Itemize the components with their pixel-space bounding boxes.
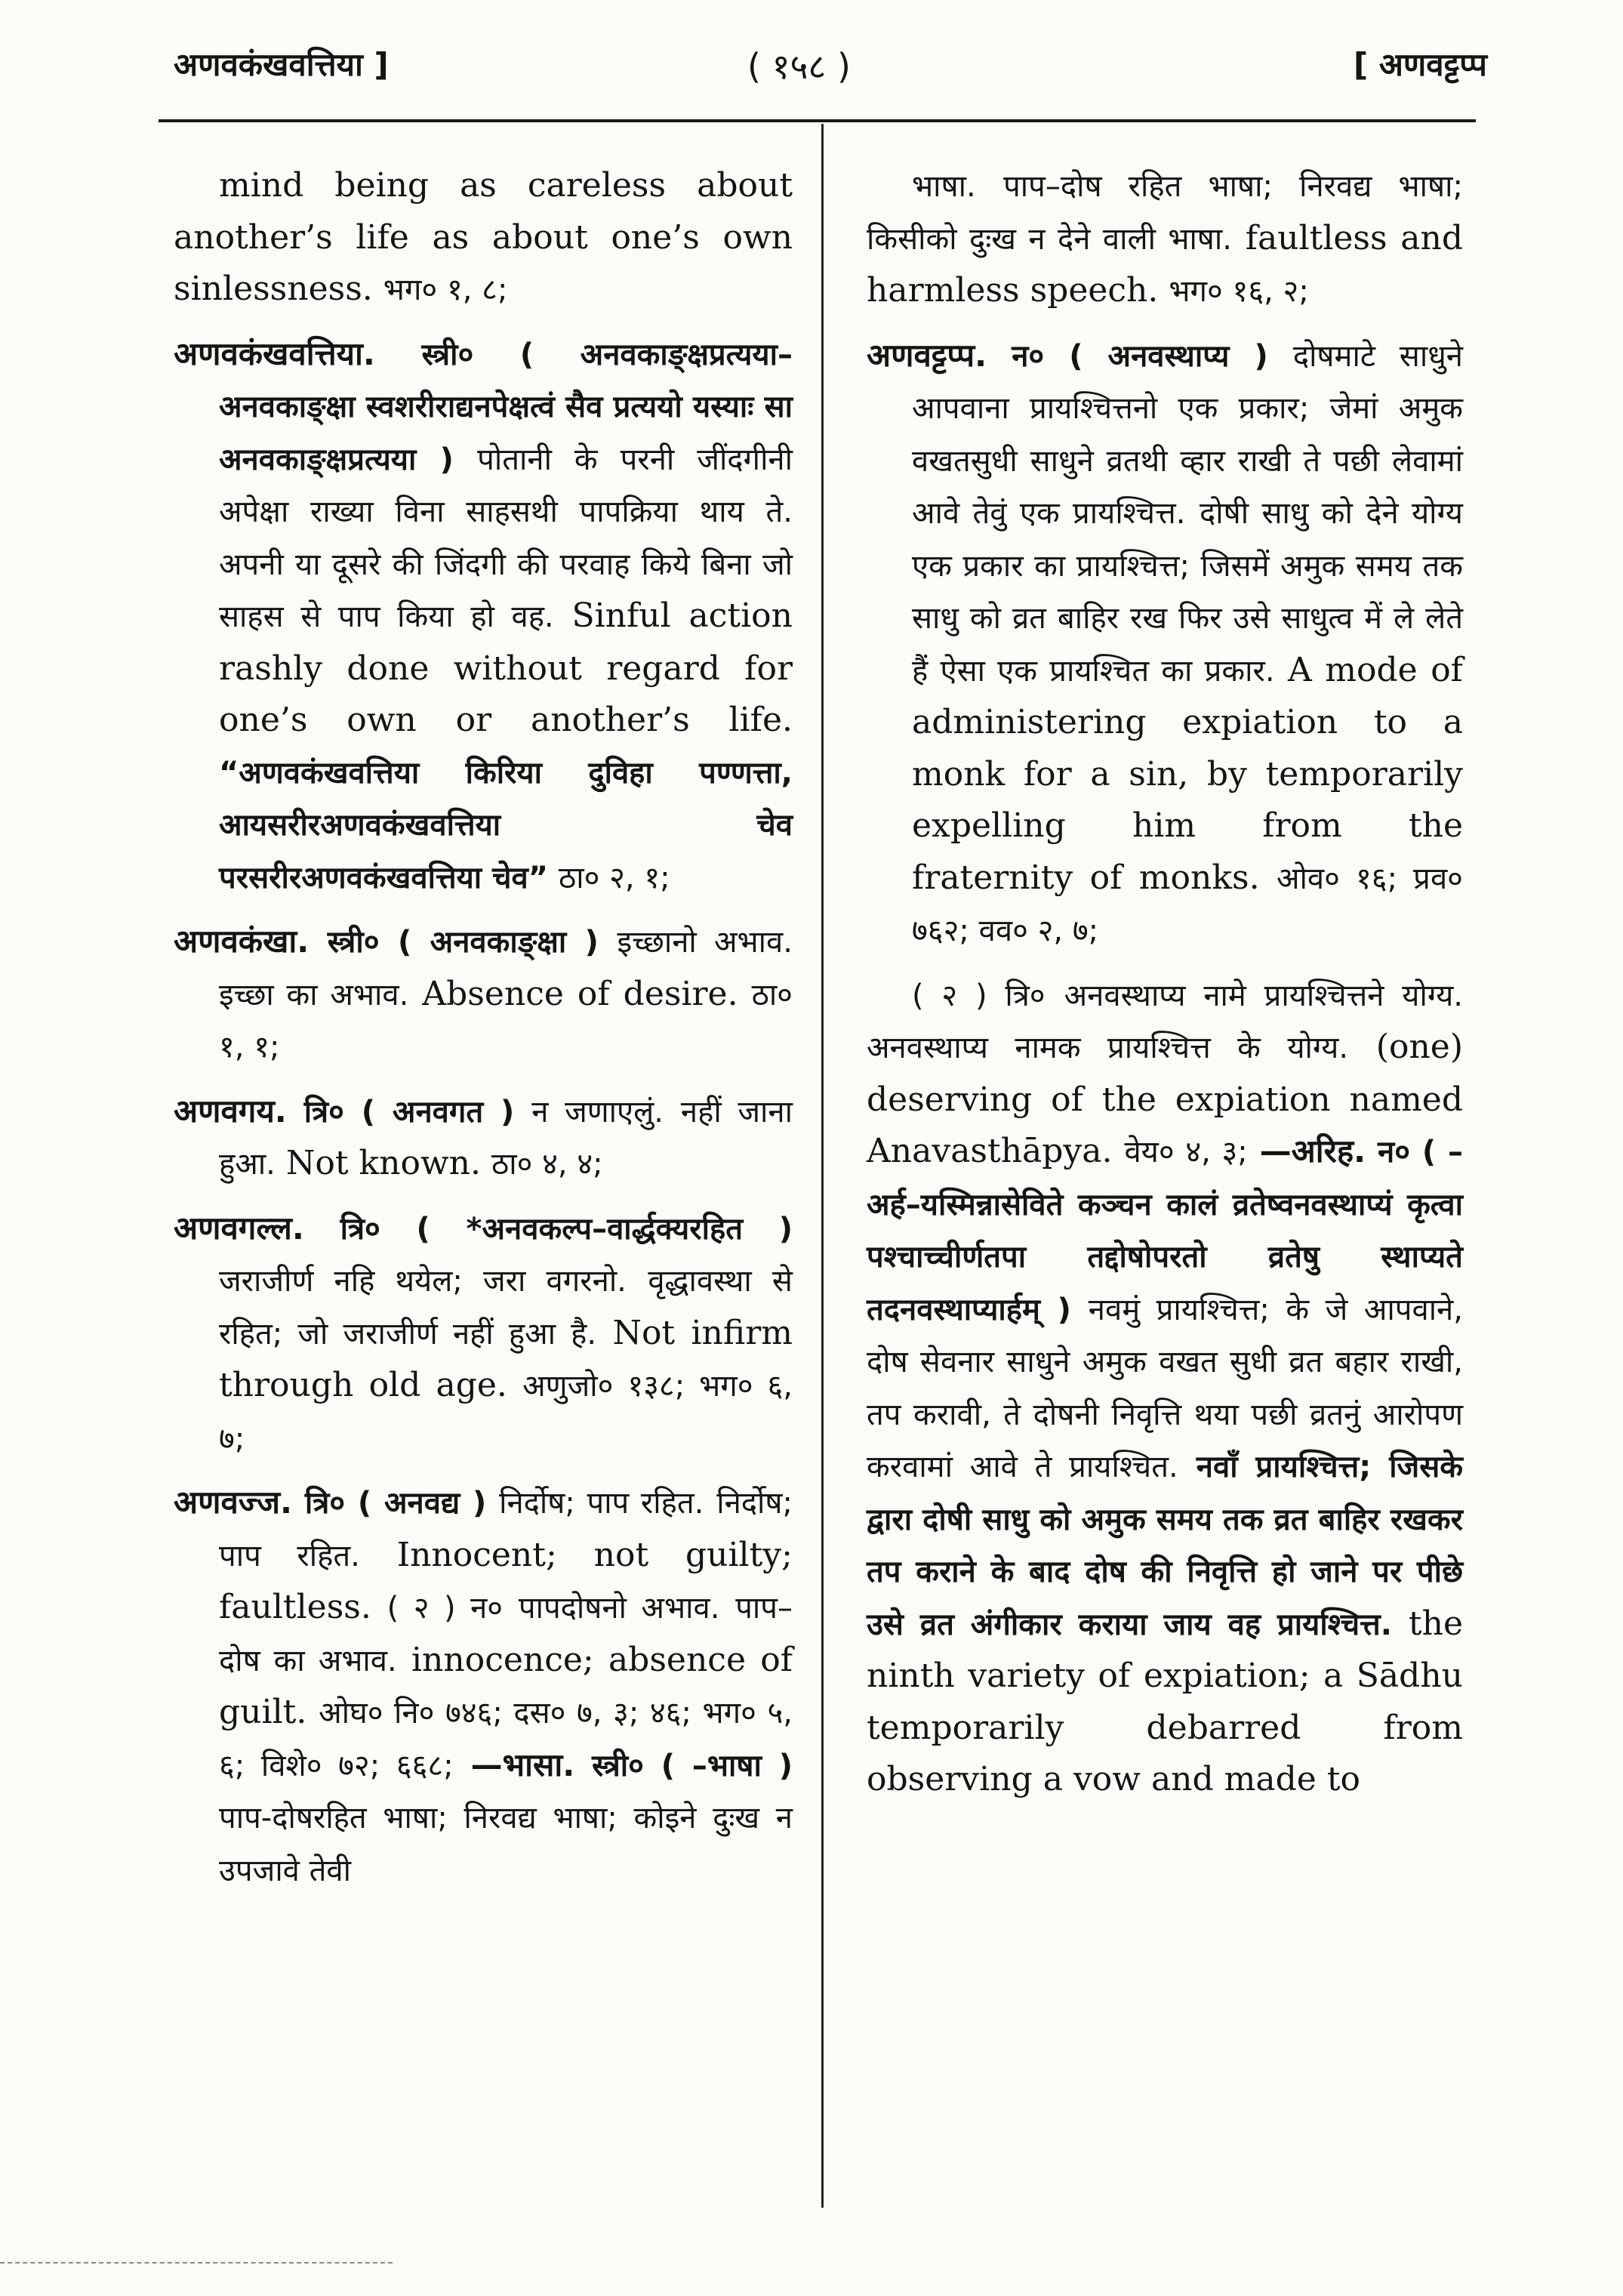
column-divider <box>821 124 824 2208</box>
english-definition: faultless and harmless speech. <box>867 218 1463 310</box>
dictionary-sense <box>867 969 1463 1806</box>
english-definition: (one) deserving of the expiation named Anavasthāpya. <box>867 1028 1463 1170</box>
gujarati-definition: नवमुं प्रायश्चित्त; के जे आपवाने, दोष सेवनार साधुने अमुक वखत सुधी व्रत बहार राखी, तप करावी, ते दोषनी निवृत्ति थया पछी व्रतनुं आरोपण करवामां आवे ते प्रायश्चित. <box>867 1292 1463 1484</box>
english-definition: the ninth variety of expiation; a Sādhu temporarily debarred from observing a vow and made to <box>867 1604 1463 1798</box>
gujarati-definition: भाषा. <box>912 169 976 204</box>
grammar-sanskrit: स्त्री० ( –भाषा ) <box>592 1748 793 1783</box>
gujarati-definition: न जणाएलुं. <box>531 1094 664 1130</box>
gujarati-definition: इच्छानो अभाव. <box>617 925 793 960</box>
english-definition: Sinful action rashly done without regard for one’s own or another’s life. <box>219 596 793 739</box>
headword: अणवज्ज. <box>174 1484 292 1521</box>
english-definition: Absence of desire. <box>422 974 738 1013</box>
grammar-sanskrit: न० ( अनवस्थाप्य ) <box>1012 338 1268 374</box>
gujarati-definition: पोतानी के परनी जींदगीनी अपेक्षा राख्या विना साहसथी पापक्रिया थाय ते. <box>219 442 793 529</box>
headword: अणवकंखवत्तिया. <box>174 334 375 372</box>
citation-quote: “अणवकंखवत्तिया किरिया दुविहा पण्णत्ता, आयसरीरअणवकंखवत्तिया चेव परसरीरअणवकंखवत्तिया चेव” <box>219 755 793 895</box>
headword: अणवगल्ल. <box>174 1209 304 1247</box>
hindi-definition: नवाँ प्रायश्चित्त; जिसके द्वारा दोषी साधु को अमुक समय तक व्रत बाहिर रखकर तप कराने के बाद दोष की निवृत्ति हो जाने पर पीछे उसे व्रत अंगीकार कराया जाय वह प्रायश्चित्त. <box>867 1450 1464 1642</box>
english-definition: Innocent; not guilty; faultless. <box>219 1535 793 1626</box>
dictionary-entry <box>174 1086 793 1191</box>
sense-grammar: ( २ ) न० <box>387 1591 504 1626</box>
reference: ठा० ४, ४; <box>491 1147 603 1182</box>
dictionary-entry <box>174 328 793 905</box>
dictionary-entry <box>174 1203 793 1465</box>
page-header <box>174 36 1487 97</box>
hindi-definition: इच्छा का अभाव. <box>219 977 409 1012</box>
dictionary-entry <box>174 916 793 1074</box>
sub-headword: —भासा. <box>470 1746 575 1783</box>
gujarati-definition: पाप-दोषरहित भाषा; निरवद्य भाषा; कोइने दुःख न उपजावे तेवी <box>219 1801 793 1888</box>
grammar-sanskrit: न० ( –अर्ह–यस्मिन्नासेविते कञ्चन कालं व्रतेष्वनवस्थाप्यं कृत्वा पश्चाच्चीर्णतपा तद्दोषोपरतो व्रतेषु स्थाप्यते तदनवस्थाप्यार्हम् ) <box>867 1135 1463 1327</box>
continued-entry <box>867 160 1463 318</box>
gujarati-definition: पापदोषनो अभाव. <box>518 1591 720 1626</box>
header-rule <box>159 119 1476 122</box>
gujarati-definition: अनवस्थाप्य नामे प्रायश्चित्तने योग्य. <box>1064 978 1463 1013</box>
sub-headword: —अरिह. <box>1259 1133 1366 1170</box>
gujarati-definition: जराजीर्ण नहि थयेल; जरा वगरनो. <box>219 1264 627 1299</box>
sense-grammar: ( २ ) त्रि० <box>912 978 1046 1013</box>
reference: वेय० ४, ३; <box>1124 1135 1248 1170</box>
english-definition: A mode of administering expiation to a monk for a sin, by temporarily expelling him from the fraternity of monks. <box>912 650 1463 897</box>
hindi-definition: निर्दोष; पाप रहित. <box>219 1486 793 1573</box>
continued-entry <box>174 160 793 316</box>
hindi-definition: दोषी साधु को देने योग्य एक प्रकार का प्रायश्चित्त; जिसमें अमुक समय तक साधु को व्रत बाहिर रख फिर उसे साधुत्व में ले लेते हैं ऐसा एक प्रायश्चित का प्रकार. <box>912 496 1463 689</box>
grammar-sanskrit: स्त्री० ( अनवकाङ्क्षा ) <box>327 925 599 960</box>
headword: अणवगय. <box>174 1092 287 1130</box>
english-definition: Not known. <box>285 1144 481 1182</box>
reference: ओव० १६; प्रव० ७६२; वव० २, ७; <box>912 861 1463 948</box>
header-left-guide-word: अणवकंखवत्तिया ] <box>174 46 389 83</box>
grammar-sanskrit: त्रि० ( *अनवकल्प–वार्द्धक्यरहित ) <box>340 1211 793 1247</box>
reference: भग० १६, २; <box>1169 274 1309 309</box>
reference: ओघ० नि० ७४६; दस० ७, ३; ४६; भग० ५, ६; विशे० ७२; ६६८; <box>219 1696 793 1783</box>
header-right-guide-word: [ अणवट्टप्प <box>1354 46 1487 83</box>
english-definition: Not infirm through old age. <box>219 1313 793 1404</box>
gujarati-definition: निर्दोष; पाप रहित. <box>499 1486 704 1521</box>
hindi-definition: नहीं जाना हुआ. <box>219 1094 793 1182</box>
hindi-definition: वृद्धावस्था से रहित; जो जराजीर्ण नहीं हुआ है. <box>219 1264 793 1351</box>
grammar-sanskrit: त्रि० ( अनवगत ) <box>303 1094 515 1130</box>
reference: भग० १, ८; <box>383 273 508 307</box>
gujarati-definition: दोषमाटे साधुने आपवाना प्रायश्चित्तनो एक प्रकार; जेमां अमुक वखतसुधी साधुने व्रतथी व्हार राखी ते पछी लेवामां आवे तेवुं एक प्रायश्चित्त. <box>912 338 1463 531</box>
headword: अणवकंखा. <box>174 923 310 960</box>
page-number: ( १५८ ) <box>747 46 851 87</box>
dictionary-entry <box>867 330 1463 957</box>
dictionary-entry <box>174 1477 793 1897</box>
left-column <box>174 160 793 1909</box>
english-definition: innocence; absence of guilt. <box>219 1640 793 1731</box>
reference: अणुजो० १३८; भग० ६, ७; <box>219 1369 793 1456</box>
hindi-definition: पाप–दोष रहित भाषा; निरवद्य भाषा; किसीको दुःख न देने वाली भाषा. <box>867 169 1463 257</box>
right-column <box>867 160 1463 1818</box>
headword: अणवट्टप्प. <box>867 336 987 374</box>
reference: ठा० २, १; <box>559 860 670 895</box>
scan-edge-line <box>0 2262 393 2264</box>
english-definition: mind being as careless about another’s life as about one’s own sinlessness. <box>174 166 793 308</box>
hindi-definition: अपनी या दूसरे की जिंदगी की परवाह किये बिना जो साहस से पाप किया हो वह. <box>219 547 793 634</box>
hindi-definition: पाप–दोष का अभाव. <box>219 1591 793 1678</box>
grammar-sanskrit: स्त्री० ( अनवकाङ्क्षप्रत्यया–अनवकाङ्क्षा स्वशरीराद्यनपेक्षत्वं सैव प्रत्ययो यस्याः सा अनवकाङ्क्षप्रत्यया ) <box>219 337 793 477</box>
reference: ठा० १, १; <box>219 977 793 1065</box>
grammar-sanskrit: त्रि० ( अनवद्य ) <box>304 1486 487 1521</box>
hindi-definition: अनवस्थाप्य नामक प्रायश्चित्त के योग्य. <box>867 1031 1349 1065</box>
